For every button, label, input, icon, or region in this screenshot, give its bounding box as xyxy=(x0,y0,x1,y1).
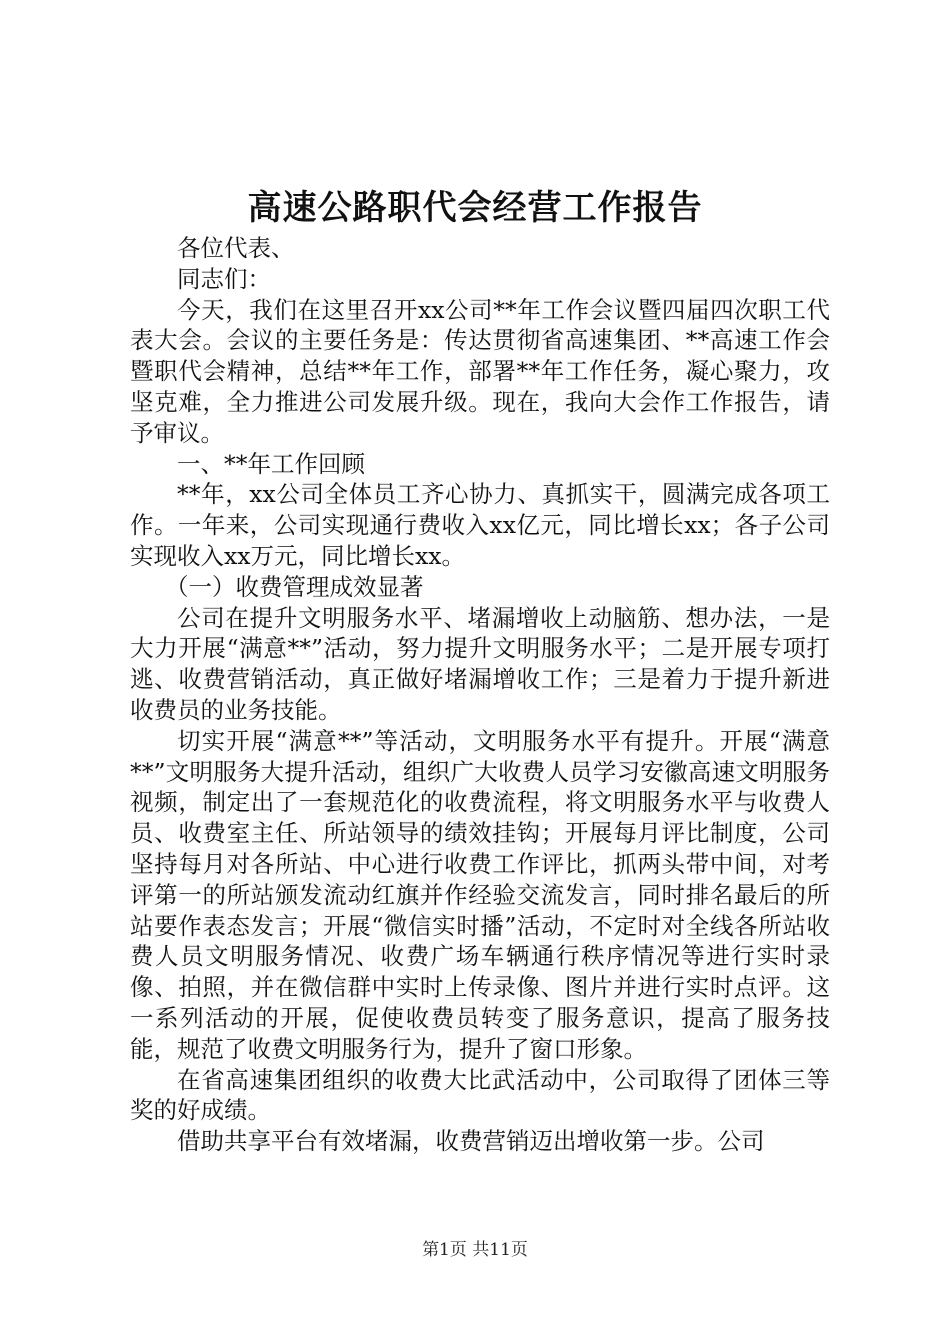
document-body xyxy=(130,233,830,1157)
page-number: 第1页 xyxy=(422,1240,467,1260)
salutation-line-2: 同志们： xyxy=(177,264,271,293)
subsection-heading-1: （一）收费管理成效显著 xyxy=(165,572,424,601)
salutation-line-1: 各位代表、 xyxy=(177,234,295,262)
page-total: 共11页 xyxy=(472,1240,528,1260)
platform-paragraph: 借助共享平台有效堵漏，收费营销迈出增收第一步。公司 xyxy=(177,1127,765,1156)
page-footer xyxy=(0,1238,950,1262)
summary-paragraph: **年，xx公司全体员工齐心协力、真抓实干，圆满完成各项工作。一年来，公司实现通行费收入xx亿元，同比增长xx；各子公司实现收入xx万元，同比增长xx。 xyxy=(130,480,830,570)
document-title: 高速公路职代会经营工作报告 xyxy=(247,188,703,228)
award-paragraph: 在省高速集团组织的收费大比武活动中，公司取得了团体三等奖的好成绩。 xyxy=(130,1065,830,1125)
service-activity-paragraph: 切实开展“满意**”等活动，文明服务水平有提升。开展“满意**”文明服务大提升活动，组织广大收费人员学习安徽高速文明服务视频，制定出了一套规范化的收费流程，将文明服务水平与收费人员、收费室主任、所站领导的绩效挂钩；开展每月评比制度，公司坚持每月对各所站、中心进行收费工作评比，抓两头带中间，对考评第一的所站颁发流动红旗并作经验交流发言，同时排名最后的所站要作表态发言；开展“微信实时播”活动，不定时对全线各所站收费人员文明服务情况、收费广场车辆通行秩序情况等进行实时录像、拍照，并在微信群中实时上传录像、图片并进行实时点评。这一系列活动的开展，促使收费员转变了服务意识，提高了服务技能，规范了收费文明服务行为，提升了窗口形象。 xyxy=(130,726,830,1063)
intro-paragraph: 今天，我们在这里召开xx公司**年工作会议暨四届四次职工代表大会。会议的主要任务是：传达贯彻省高速集团、**高速工作会暨职代会精神，总结**年工作，部署**年工作任务，凝心聚力，攻坚克难，全力推进公司发展升级。现在，我向大会作工作报告，请予审议。 xyxy=(130,295,830,447)
section-heading-1: 一、**年工作回顾 xyxy=(177,449,365,478)
toll-management-paragraph: 公司在提升文明服务水平、堵漏增收上动脑筋、想办法，一是大力开展“满意**”活动，努力提升文明服务水平；二是开展专项打逃、收费营销活动，真正做好堵漏增收工作；三是着力于提升新进收费员的业务技能。 xyxy=(130,603,830,724)
